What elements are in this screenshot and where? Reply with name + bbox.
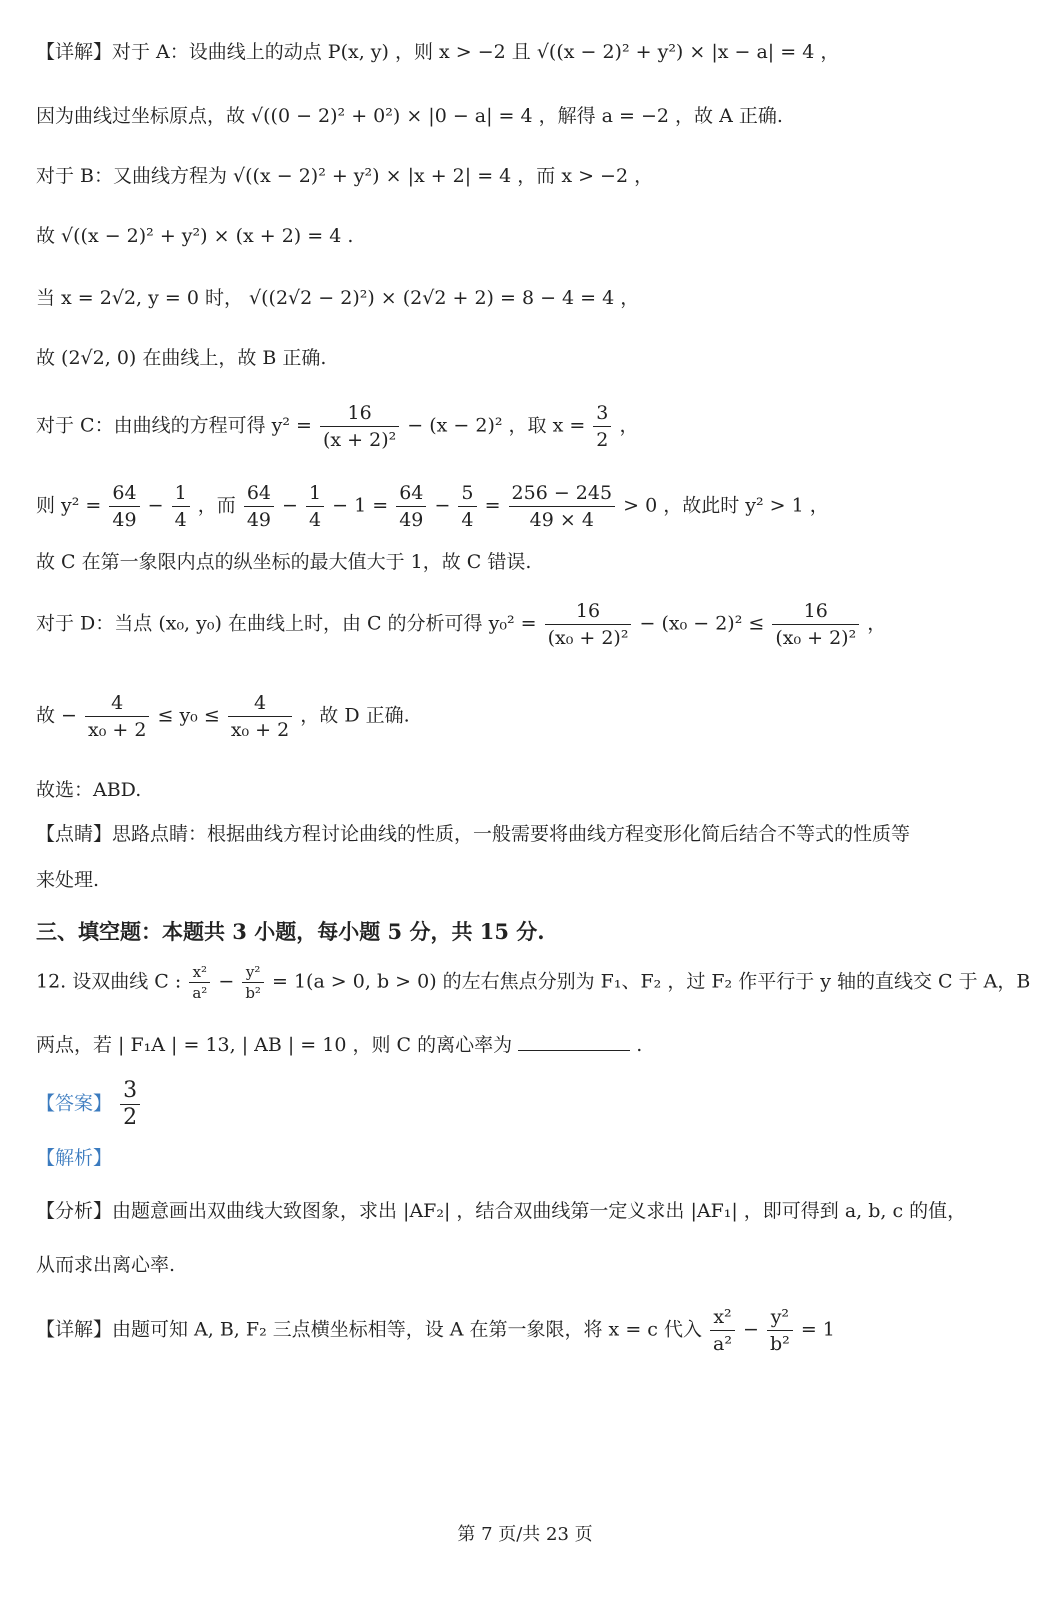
fraction-denominator: a² <box>192 984 208 1002</box>
line-detail-d <box>36 598 1010 651</box>
fraction-denominator: (x₀ + 2)² <box>775 627 857 649</box>
fraction-numerator: 5 <box>458 480 476 507</box>
fraction-denominator: 4 <box>309 509 322 531</box>
answer-fraction <box>120 1078 140 1131</box>
fraction-denominator: x₀ + 2 <box>230 719 290 741</box>
fraction <box>242 962 264 1003</box>
text-segment: − 1 = <box>332 494 389 517</box>
fraction-numerator: y² <box>242 962 264 983</box>
text-segment: ，故 D 正确. <box>300 704 410 727</box>
fraction-numerator: 3 <box>593 400 611 427</box>
text-segment: 【详解】由题可知 A, B, F₂ 三点横坐标相等，设 A 在第一象限，将 x = c 代入 <box>36 1318 702 1341</box>
text-segment: ≤ y₀ ≤ <box>157 704 220 727</box>
fraction <box>710 1304 735 1357</box>
line-detail-a: 【详解】对于 A：设曲线上的动点 P(x, y) ，则 x > −2 且 √((x − 2)² + y²) × |x − a| = 4 ， <box>36 41 840 63</box>
fraction <box>509 480 616 533</box>
fraction-denominator: 49 <box>399 509 424 531</box>
line-b-conclusion: 故 (2√2, 0) 在曲线上，故 B 正确. <box>36 347 327 369</box>
text-segment: 对于 D：当点 (x₀, y₀) 在曲线上时，由 C 的分析可得 y₀² = <box>36 612 537 635</box>
answer-line <box>36 1078 1010 1131</box>
fraction-denominator: 49 × 4 <box>529 509 594 531</box>
fraction-numerator: 4 <box>228 690 292 717</box>
line-analysis: 【分析】由题意画出双曲线大致图象，求出 |AF₂| ，结合双曲线第一定义求出 |AF₁| ，即可得到 a, b, c 的值， <box>36 1200 967 1222</box>
line-detail-12 <box>36 1304 1010 1357</box>
text-segment: = 1 <box>800 1318 835 1341</box>
fraction-denominator: 4 <box>174 509 187 531</box>
fraction <box>189 962 210 1003</box>
text-segment: 12. 设双曲线 C : <box>36 970 182 993</box>
line-c-compute <box>36 480 1010 533</box>
fraction-denominator: 4 <box>461 509 474 531</box>
fraction-denominator: x₀ + 2 <box>88 719 147 741</box>
text-segment: ，而 <box>197 494 236 517</box>
fraction-numerator: 64 <box>244 480 274 507</box>
fraction <box>109 480 139 533</box>
fraction-numerator: x² <box>189 962 210 983</box>
fraction <box>85 690 149 743</box>
line-d-conclusion <box>36 690 1010 743</box>
fraction-numerator: 4 <box>85 690 149 717</box>
fraction <box>320 400 399 453</box>
section-heading: 三、填空题：本题共 3 小题，每小题 5 分，共 15 分. <box>36 919 545 944</box>
fraction <box>772 598 859 651</box>
fraction-numerator: 16 <box>545 598 632 625</box>
fraction-denominator: (x₀ + 2)² <box>547 627 629 649</box>
line-origin: 因为曲线过坐标原点，故 √((0 − 2)² + 0²) × |0 − a| = 4 ，解得 a = −2 ，故 A 正确. <box>36 105 783 127</box>
text-segment: − <box>218 970 235 993</box>
text-segment: 两点，若 | F₁A | = 13, | AB | = 10 ，则 C 的离心率为 <box>36 1034 513 1056</box>
fraction-numerator: 1 <box>306 480 324 507</box>
fraction-numerator: 16 <box>772 598 859 625</box>
line-b-simplified: 故 √((x − 2)² + y²) × (x + 2) = 4 . <box>36 225 354 247</box>
fraction <box>306 480 324 533</box>
line-remark-cont: 来处理. <box>36 869 100 891</box>
text-segment: 故 − <box>36 704 77 727</box>
fraction-denominator: b² <box>769 1333 790 1355</box>
text-segment: − <box>282 494 298 517</box>
fraction-denominator: a² <box>713 1333 732 1355</box>
fraction-numerator: 256 − 245 <box>509 480 616 507</box>
question-12-cont <box>36 1030 1010 1059</box>
text-segment: ， <box>867 612 887 635</box>
fraction-numerator: x² <box>710 1304 735 1331</box>
page-footer: 第 7 页/共 23 页 <box>457 1524 593 1545</box>
text-segment: − (x₀ − 2)² ≤ <box>639 612 765 635</box>
fraction <box>396 480 426 533</box>
text-segment: 对于 C：由曲线的方程可得 y² = <box>36 414 312 437</box>
fraction-numerator: 64 <box>109 480 139 507</box>
fraction <box>767 1304 793 1357</box>
fraction <box>228 690 292 743</box>
fraction <box>458 480 476 533</box>
fraction <box>172 480 190 533</box>
answer-tag: 【答案】 <box>36 1092 113 1115</box>
analysis-tag: 【解析】 <box>36 1147 113 1169</box>
line-detail-b: 对于 B：又曲线方程为 √((x − 2)² + y²) × |x + 2| = 4 ，而 x > −2 ， <box>36 165 654 187</box>
fraction-denominator: (x + 2)² <box>322 429 397 451</box>
fraction-denominator: 49 <box>246 509 271 531</box>
fraction-numerator: 3 <box>120 1078 140 1105</box>
text-segment: ， <box>619 414 639 437</box>
line-c-conclusion: 故 C 在第一象限内点的纵坐标的最大值大于 1，故 C 错误. <box>36 551 532 573</box>
fraction-denominator: b² <box>245 984 261 1002</box>
text-segment: = <box>484 494 501 517</box>
fraction-denominator: 49 <box>112 509 137 531</box>
fraction-numerator: 16 <box>320 400 399 427</box>
line-b-check: 当 x = 2√2, y = 0 时， √((2√2 − 2)²) × (2√2 + 2) = 8 − 4 = 4 ， <box>36 287 640 309</box>
line-choice: 故选：ABD. <box>36 779 142 801</box>
text-segment: > 0 ，故此时 y² > 1 ， <box>623 494 829 517</box>
line-analysis-cont: 从而求出离心率. <box>36 1254 176 1276</box>
fraction-denominator: 2 <box>123 1105 138 1130</box>
text-segment: − (x − 2)² ，取 x = <box>407 414 586 437</box>
text-segment: 则 y² = <box>36 494 102 517</box>
fraction-numerator: 64 <box>396 480 426 507</box>
text-segment: − <box>743 1318 759 1341</box>
fraction-numerator: y² <box>767 1304 793 1331</box>
answer-blank <box>518 1030 630 1051</box>
fraction <box>244 480 274 533</box>
text-segment: . <box>636 1034 643 1056</box>
fraction-denominator: 2 <box>596 429 609 451</box>
text-segment: = 1(a > 0, b > 0) 的左右焦点分别为 F₁、F₂ ，过 F₂ 作平行于 y 轴的直线交 C 于 A，B <box>271 970 1031 993</box>
question-12 <box>36 962 1031 1003</box>
line-remark: 【点睛】思路点睛：根据曲线方程讨论曲线的性质，一般需要将曲线方程变形化简后结合不等式的性质等 <box>36 823 911 845</box>
fraction <box>593 400 611 453</box>
text-segment: − <box>434 494 451 517</box>
fraction-numerator: 1 <box>172 480 190 507</box>
fraction <box>545 598 632 651</box>
line-detail-c <box>36 400 1010 453</box>
text-segment: − <box>147 494 164 517</box>
